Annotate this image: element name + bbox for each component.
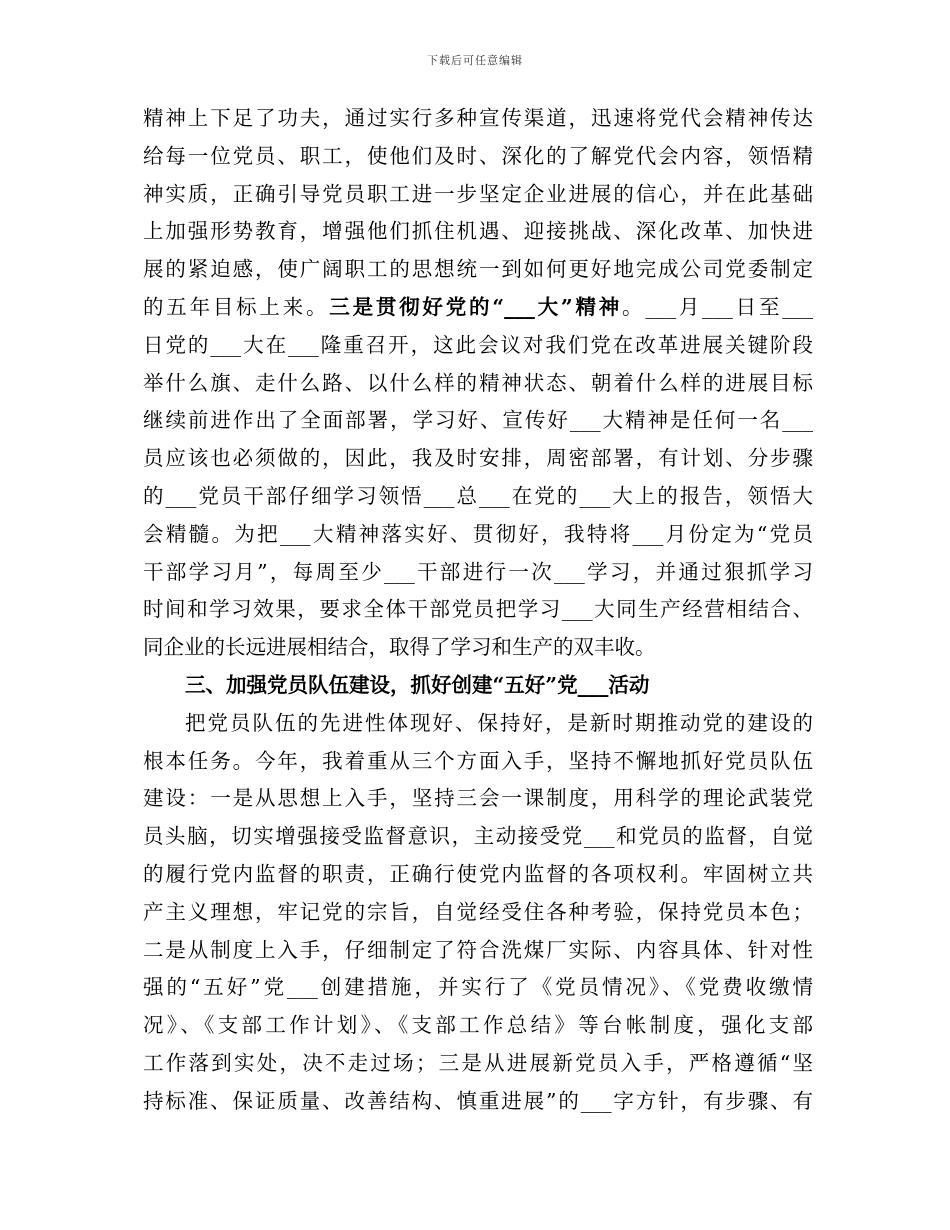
para2-line-8: 强的“五好”党___创建措施，并实行了《党员情况》、《党费收缴情 — [143, 975, 813, 1000]
para1-line-8: 举什么旗、走什么路、以什么样的精神状态、朝着什么样的进展目标 — [143, 370, 813, 395]
para1-line-9: 继续前进作出了全面部署，学习好、宣传好___大精神是任何一名___ — [143, 408, 813, 433]
para2-first-line: 把党员队伍的先进性体现好、保持好，是新时期推动党的建设的 — [185, 710, 813, 735]
para2-line-7: 二是从制度上入手，仔细制定了符合洗煤厂实际、内容具体、针对性 — [143, 937, 813, 962]
para2-line-6: 产主义理想，牢记党的宗旨，自觉经受住各种考验，保持党员本色； — [143, 899, 813, 924]
para1-last-line: 同企业的长远进展相结合，取得了学习和生产的双丰收。 — [143, 635, 656, 660]
para1-line-12: 会精髓。为把___大精神落实好、贯彻好，我特将___月份定为“党员 — [143, 521, 813, 546]
para1-line-5: 展的紧迫感，使广阔职工的思想统一到如何更好地完成公司党委制定 — [143, 257, 813, 282]
para1-line-10: 员应该也必须做的，因此，我及时安排，周密部署，有计划、分步骤 — [143, 446, 813, 471]
para1-line-6-bold: 三是贯彻好党的“___大”精神 — [329, 294, 623, 319]
body-text — [143, 100, 813, 1121]
para2-line-5: 的履行党内监督的职责，正确行使党内监督的各项权利。牢固树立共 — [143, 861, 813, 886]
para1-line-4: 上加强形势教育，增强他们抓住机遇、迎接挑战、深化改革、加快进 — [143, 219, 813, 244]
para1-line-13: 干部学习月”，每周至少___干部进行一次___学习，并通过狠抓学习 — [143, 559, 813, 584]
header-note: 下载后可任意编辑 — [427, 54, 523, 67]
para2-line-3: 建设：一是从思想上入手，坚持三会一课制度，用科学的理论武装党 — [143, 786, 813, 811]
para1-line-11: 的___党员干部仔细学习领悟___总___在党的___大上的报告，领悟大 — [143, 483, 813, 508]
para1-line-6 — [143, 289, 813, 327]
para1-line-1: 精神上下足了功夫，通过实行多种宣传渠道，迅速将党代会精神传达 — [143, 106, 813, 130]
para2-line-2: 根本任务。今年，我着重从三个方面入手，坚持不懈地抓好党员队伍 — [143, 748, 813, 773]
para1-line-6-plain: 的五年目标上来。 — [143, 294, 330, 319]
para1-line-14: 时间和学习效果，要求全体干部党员把学习___大同生产经营相结合、 — [143, 597, 813, 622]
para2-line-9: 况》、《支部工作计划》、《支部工作总结》等台帐制度，强化支部 — [143, 1013, 813, 1038]
para1-line-2: 给每一位党员、职工，使他们及时、深化的了解党代会内容，领悟精 — [143, 143, 813, 168]
para1-line-6-tail: 。___月___日至___ — [622, 294, 813, 319]
para2-line-10: 工作落到实处，决不走过场；三是从进展新党员入手，严格遵循“坚 — [143, 1050, 813, 1075]
section-heading: 三、加强党员队伍建设，抓好创建“五好”党___活动 — [185, 672, 650, 697]
para2-line-4: 员头脑，切实增强接受监督意识，主动接受党___和党员的监督，自觉 — [143, 824, 813, 849]
para2-line-11: 持标准、保证质量、改善结构、慎重进展”的___字方针，有步骤、有 — [143, 1088, 813, 1113]
para1-line-7: 日党的___大在___隆重召开，这此会议对我们党在改革进展关键阶段 — [143, 332, 813, 357]
para1-line-3: 神实质，正确引导党员职工进一步坚定企业进展的信心，并在此基础 — [143, 181, 813, 206]
